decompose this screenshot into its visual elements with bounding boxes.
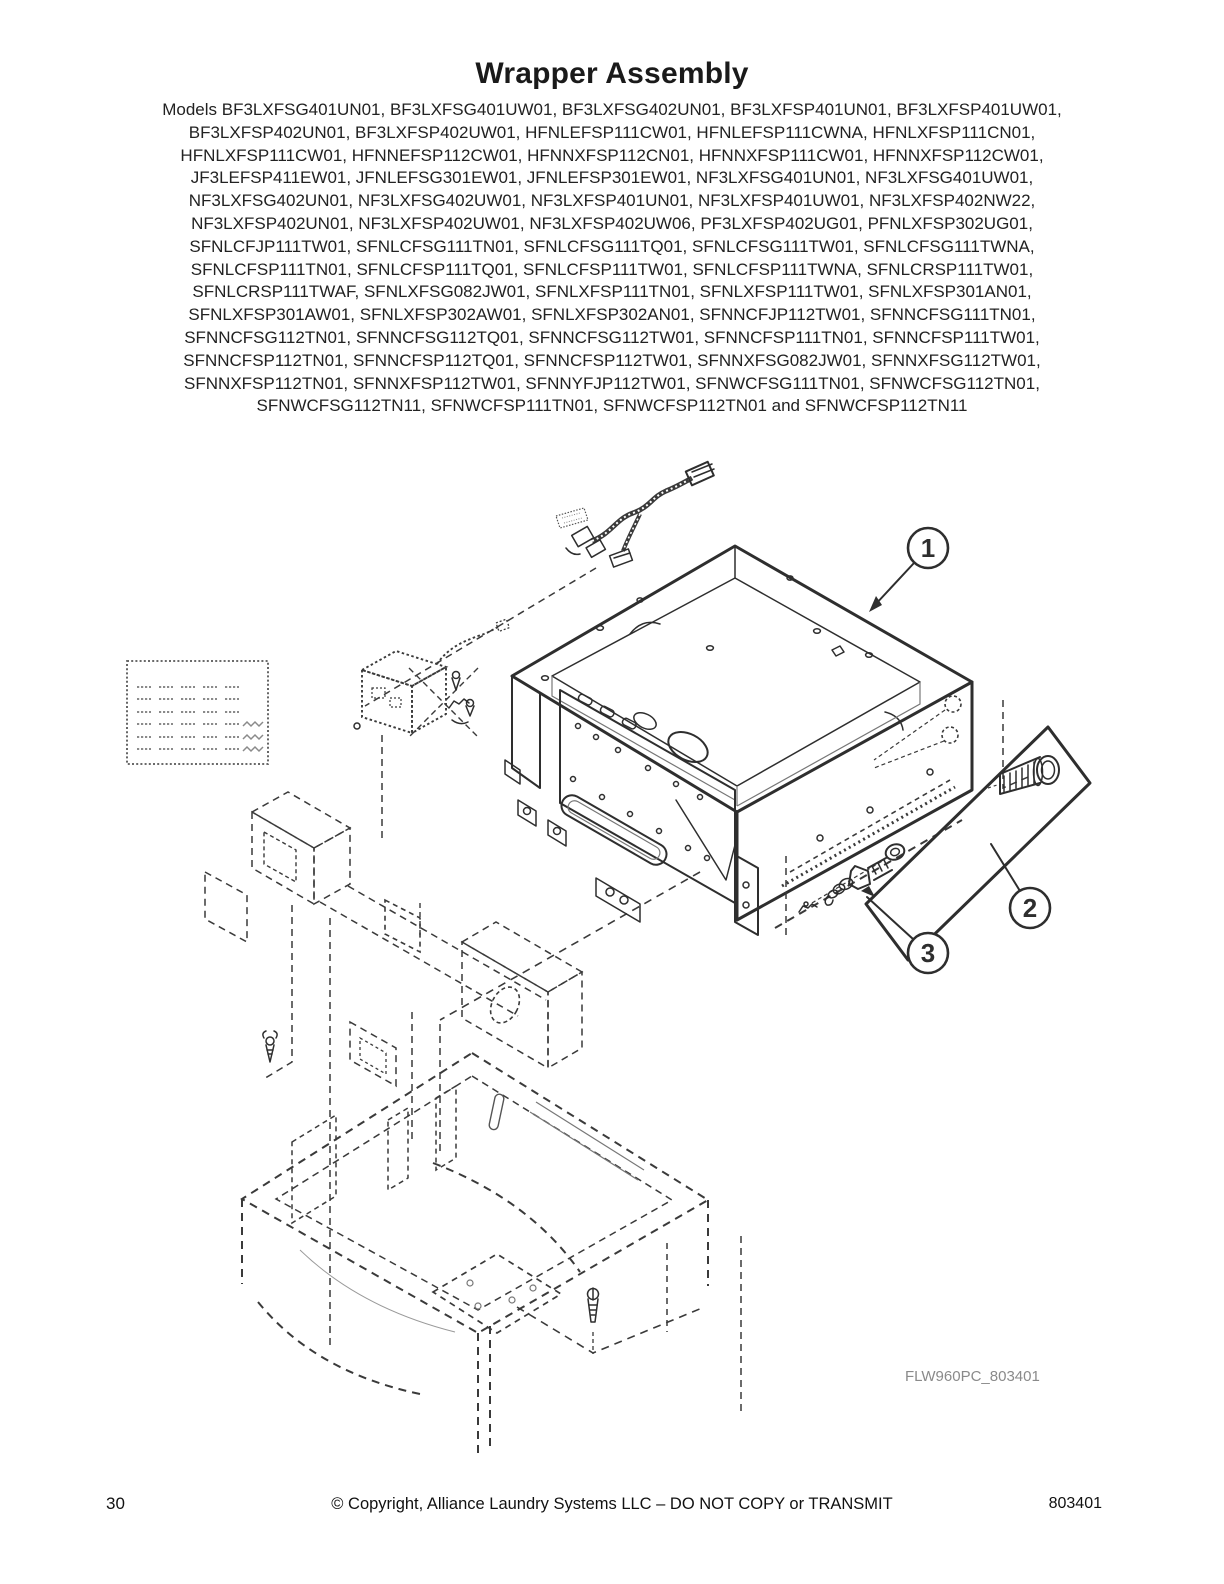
model-list: [97, 99, 1127, 418]
model-line: SFNLCRSP111TWAF, SFNLXFSG082JW01, SFNLXFSP111TN01, SFNLXFSP111TW01, SFNLXFSP301AN01,: [192, 282, 1032, 302]
switch-box-part: [354, 619, 509, 838]
screw-part: [588, 1288, 599, 1354]
model-line: Models BF3LXFSG401UN01, BF3LXFSG401UW01, BF3LXFSG402UN01, BF3LXFSP401UN01, BF3LXFSP401UW01,: [162, 100, 1062, 119]
model-line: BF3LXFSP402UN01, BF3LXFSP402UW01, HFNLEFSP111CW01, HFNLEFSP111CWNA, HFNLXFSP111CN01,: [188, 122, 1036, 142]
washer-part: [884, 842, 907, 863]
lower-cabinet-part: [242, 1053, 741, 1458]
model-line: SFNNCFSG112TN01, SFNNCFSG112TQ01, SFNNCFSG112TW01, SFNNCFSP111TN01, SFNNCFSP111TW01,: [184, 327, 1040, 347]
model-line: JF3LEFSP411EW01, JFNLEFSG301EW01, JFNLEFSP301EW01, NF3LXFSG401UN01, NF3LXFSG401UW01,: [190, 168, 1034, 188]
footer-copyright: © Copyright, Alliance Laundry Systems LLC – DO NOT COPY or TRANSMIT: [331, 1495, 893, 1513]
model-line: SFNNCFSP112TN01, SFNNCFSP112TQ01, SFNNCFSP112TW01, SFNNXFSG082JW01, SFNNXFSG112TW01,: [183, 350, 1041, 370]
harness-connector-icon: [686, 462, 714, 485]
serial-label-plate: [127, 661, 268, 764]
model-line: SFNLCFJP111TW01, SFNLCFSG111TN01, SFNLCFSG111TQ01, SFNLCFSG111TW01, SFNLCFSG111TWNA,: [189, 236, 1035, 256]
control-bracket-assembly: [205, 792, 582, 1350]
model-line: SFNNXFSP112TN01, SFNNXFSP112TW01, SFNNYFJP112TW01, SFNWCFSG111TN01, SFNWCFSG112TN01,: [184, 373, 1040, 393]
callout-1: [869, 528, 948, 612]
exploded-diagram: [0, 430, 1224, 1490]
model-line: SFNLCFSP111TN01, SFNLCFSP111TQ01, SFNLCFSP111TW01, SFNLCFSP111TWNA, SFNLCRSP111TW01,: [190, 259, 1034, 279]
panel-holes: [571, 724, 710, 861]
callout-3-number: 3: [920, 938, 936, 968]
callout-2: [991, 844, 1050, 928]
wrapper-part: [505, 546, 972, 940]
screw-part: [263, 1031, 277, 1062]
model-line: HFNLXFSP111CW01, HFNNEFSP112CW01, HFNNXFSP112CN01, HFNNXFSP111CW01, HFNNXFSP112CW01,: [180, 145, 1044, 165]
model-line: NF3LXFSG402UN01, NF3LXFSG402UW01, NF3LXFSP401UN01, NF3LXFSP401UW01, NF3LXFSP402NW22,: [188, 191, 1036, 211]
diagram-code: FLW960PC_803401: [905, 1368, 1040, 1385]
wiring-harness-part: [556, 462, 714, 567]
model-line: SFNWCFSG112TN11, SFNWCFSP111TN01, SFNWCFSP112TN01 and SFNWCFSP112TN11: [256, 396, 968, 416]
model-line: NF3LXFSP402UN01, NF3LXFSP402UW01, NF3LXFSP402UW06, PF3LXFSP402UG01, PFNLXFSP302UG01,: [191, 213, 1033, 233]
assembly-leader-lines: [365, 568, 700, 1020]
callout-2-number: 2: [1022, 893, 1038, 923]
page-title: Wrapper Assembly: [475, 57, 749, 90]
harness-tag: [556, 508, 588, 528]
screw-part: [449, 672, 469, 724]
model-line: SFNLXFSP301AW01, SFNLXFSP302AW01, SFNLXFSP302AN01, SFNNCFJP112TW01, SFNNCFSG111TN01,: [188, 305, 1036, 325]
callout-1-number: 1: [920, 533, 936, 563]
doc-number: 803401: [1048, 1495, 1102, 1512]
callout-3: [861, 886, 948, 973]
page-number: 30: [106, 1494, 125, 1513]
